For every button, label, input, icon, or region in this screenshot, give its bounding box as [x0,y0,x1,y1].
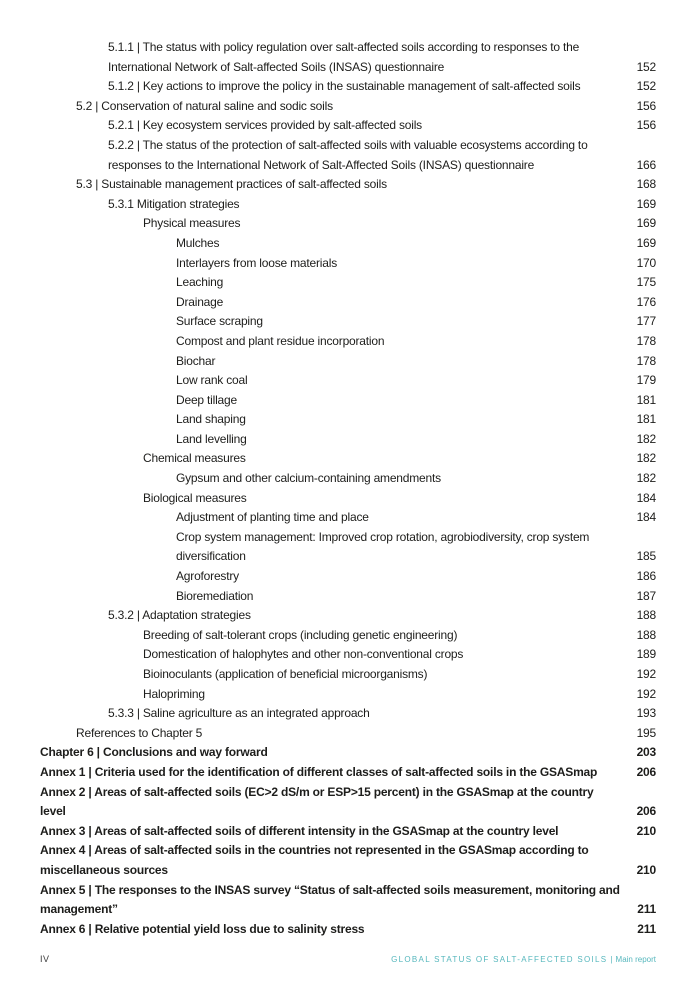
toc-list [40,38,656,939]
toc-entry-page: 210 [636,823,656,838]
toc-entry-text: 5.2 | Conservation of natural saline and sodic soils [76,98,333,113]
toc-row [40,254,656,274]
page-number: IV [40,954,50,964]
toc-entry-text: Gypsum and other calcium-containing amendments [176,471,441,486]
toc-entry-page: 182 [636,471,656,486]
toc-entry-text: Deep tillage [176,392,237,407]
toc-row [40,567,656,587]
toc-row [40,430,656,450]
toc-row [40,841,656,880]
toc-entry-page: 186 [636,569,656,584]
toc-entry-text: 5.3 | Sustainable management practices of salt-affected soils [76,177,387,192]
toc-entry-text: 5.2.1 | Key ecosystem services provided by salt-affected soils [108,118,422,133]
toc-entry-text: Leaching [176,275,224,290]
toc-entry-text: 5.2.2 | The status of the protection of salt-affected soils with valuable ecosystems according to responses to the International Network of Salt-Affected Soils (INSAS) questionnaire [108,137,588,172]
toc-entry-text: Chapter 6 | Conclusions and way forward [40,745,268,760]
toc-entry-text: Bioinoculants (application of beneficial microorganisms) [143,667,428,681]
toc-row [40,273,656,293]
toc-entry-text: Drainage [176,294,224,309]
toc-entry-page: 185 [636,549,656,564]
toc-entry-page: 181 [636,392,656,407]
toc-entry-page: 193 [636,706,656,721]
toc-row [40,508,656,528]
toc-entry-text: Low rank coal [176,373,248,388]
toc-row [40,77,656,97]
toc-row [40,606,656,626]
toc-row [40,743,656,763]
toc-entry-text: Annex 3 | Areas of salt-affected soils of different intensity in the GSASmap at the country level [40,823,559,838]
toc-row [40,469,656,489]
toc-row [40,528,656,567]
toc-entry-page: 156 [636,98,656,113]
toc-row [40,724,656,744]
running-title-separator: | [610,955,613,964]
toc-entry-text: Annex 4 | Areas of salt-affected soils in the countries not represented in the GSASmap according to miscellaneous sources [40,843,589,877]
toc-entry-page: 178 [636,353,656,368]
toc-entry-text: 5.3.2 | Adaptation strategies [108,608,251,623]
toc-entry-page: 211 [637,921,656,936]
toc-entry-page: 189 [636,647,656,662]
toc-row [40,175,656,195]
toc-row [40,38,656,77]
toc-row [40,97,656,117]
toc-page [40,38,656,939]
toc-row [40,352,656,372]
toc-row [40,704,656,724]
toc-entry-page: 184 [636,510,656,525]
toc-entry-page: 181 [636,412,656,427]
toc-entry-page: 177 [636,314,656,329]
toc-row [40,195,656,215]
toc-entry-text: Agroforestry [176,569,239,584]
toc-entry-page: 169 [636,216,656,231]
toc-entry-text: Annex 5 | The responses to the INSAS survey “Status of salt-affected soils measurement, monitoring and management” [40,882,620,917]
toc-entry-page: 188 [636,608,656,623]
toc-entry-text: Interlayers from loose materials [176,255,337,270]
toc-entry-page: 182 [636,431,656,446]
toc-row [40,626,656,646]
toc-entry-text: Annex 1 | Criteria used for the identification of different classes of salt-affected soils in the GSASmap [40,764,598,779]
toc-row [40,449,656,469]
toc-entry-text: References to Chapter 5 [76,725,203,740]
toc-entry-text: Breeding of salt-tolerant crops (including genetic engineering) [143,627,458,642]
running-title-main: GLOBAL STATUS OF SALT-AFFECTED SOILS [391,955,608,964]
toc-entry-text: Land shaping [176,412,246,427]
toc-row [40,410,656,430]
toc-row [40,665,656,685]
toc-entry-text: 5.1.2 | Key actions to improve the policy in the sustainable management of salt-affected soils [108,79,581,94]
toc-entry-text: 5.1.1 | The status with policy regulation over salt-affected soils according to responses to the International Network of Salt-affected Soils (INSAS) questionnaire [108,40,580,74]
toc-entry-text: Physical measures [143,216,241,231]
running-title-sub: Main report [615,955,656,964]
toc-row [40,822,656,842]
toc-row [40,332,656,352]
toc-row [40,881,656,920]
toc-entry-text: Surface scraping [176,314,263,329]
toc-entry-text: Halopriming [143,686,205,701]
toc-row [40,136,656,175]
toc-entry-page: 169 [636,235,656,250]
toc-entry-text: Adjustment of planting time and place [176,510,369,525]
toc-entry-text: 5.3.3 | Saline agriculture as an integrated approach [108,706,370,721]
toc-row [40,685,656,705]
toc-entry-page: 206 [636,764,656,779]
toc-entry-page: 176 [636,294,656,309]
toc-entry-page: 166 [636,157,656,172]
toc-entry-page: 206 [636,804,656,819]
toc-entry-text: Annex 2 | Areas of salt-affected soils (EC>2 dS/m or ESP>15 percent) in the GSASmap at the country level [40,784,594,819]
toc-entry-page: 175 [636,275,656,290]
toc-row [40,391,656,411]
toc-entry-page: 152 [636,79,656,94]
toc-entry-page: 170 [636,255,656,270]
toc-row [40,645,656,665]
toc-entry-text: Land levelling [176,431,247,446]
toc-entry-text: Compost and plant residue incorporation [176,333,385,348]
toc-entry-text: Annex 6 | Relative potential yield loss due to salinity stress [40,921,365,936]
page-footer [40,954,656,964]
toc-row [40,293,656,313]
toc-entry-text: Biochar [176,353,216,368]
toc-entry-text: Chemical measures [143,451,246,466]
toc-entry-page: 203 [636,745,656,760]
toc-entry-text: Crop system management: Improved crop rotation, agrobiodiversity, crop system diversification [176,529,590,564]
toc-entry-text: Bioremediation [176,588,254,603]
toc-entry-text: Biological measures [143,490,247,505]
toc-entry-page: 169 [636,196,656,211]
toc-row [40,763,656,783]
toc-entry-page: 179 [636,373,656,388]
toc-row [40,489,656,509]
toc-entry-page: 168 [636,177,656,192]
toc-row [40,312,656,332]
toc-entry-page: 156 [636,118,656,133]
toc-row [40,116,656,136]
toc-entry-page: 187 [636,588,656,603]
toc-entry-page: 184 [636,490,656,505]
toc-row [40,234,656,254]
toc-entry-page: 182 [636,451,656,466]
toc-row [40,371,656,391]
toc-entry-text: Domestication of halophytes and other non-conventional crops [143,647,464,662]
toc-entry-page: 152 [636,59,656,74]
toc-entry-page: 178 [636,333,656,348]
toc-entry-page: 188 [636,627,656,642]
toc-row [40,587,656,607]
toc-row [40,783,656,822]
toc-row [40,214,656,234]
toc-row [40,920,656,940]
toc-entry-page: 210 [636,862,656,877]
toc-entry-text: Mulches [176,235,220,250]
toc-entry-page: 195 [636,725,656,740]
toc-entry-page: 211 [637,902,656,917]
running-title [391,955,656,964]
toc-entry-page: 192 [636,686,656,701]
toc-entry-page: 192 [636,667,656,681]
toc-entry-text: 5.3.1 Mitigation strategies [108,196,240,211]
